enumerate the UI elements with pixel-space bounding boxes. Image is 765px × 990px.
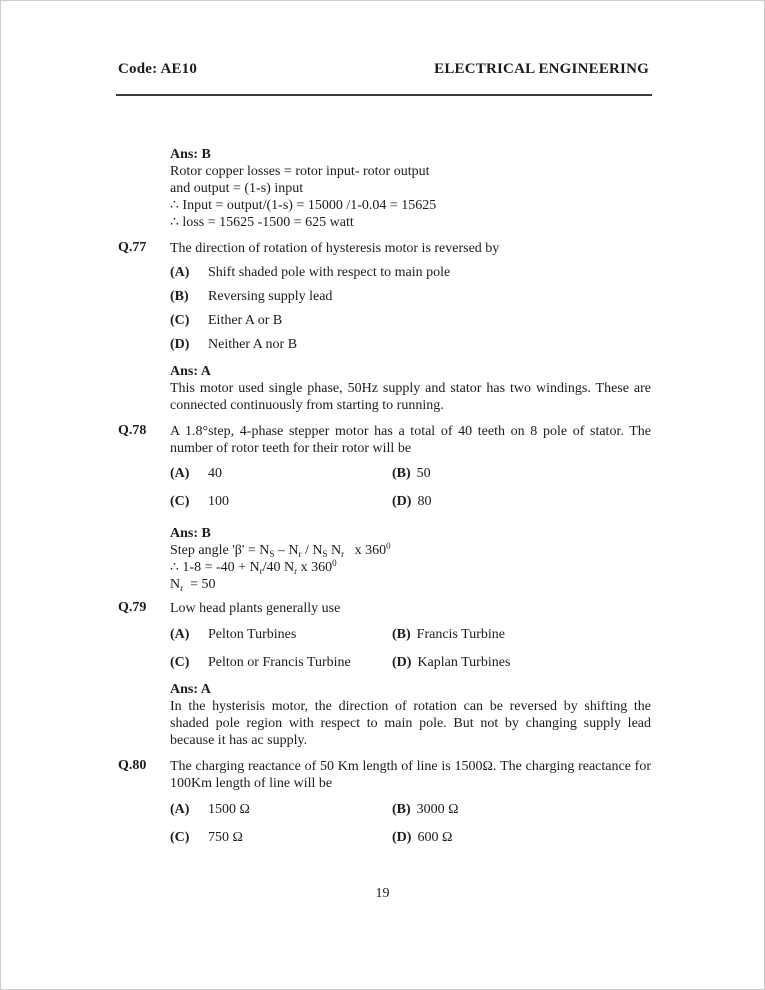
answer-line: Rotor copper losses = rotor input- rotor output <box>170 164 430 179</box>
answer-line: ∴ loss = 15625 -1500 = 625 watt <box>170 215 354 230</box>
option-item <box>170 654 392 671</box>
option-label: (A) <box>170 466 190 481</box>
option-item <box>392 801 459 818</box>
question-row <box>118 240 651 257</box>
option-item <box>392 654 510 671</box>
question-row <box>118 758 651 792</box>
option-label: (D) <box>392 655 412 670</box>
answer-label: Ans: A <box>170 364 211 379</box>
option-item <box>170 336 651 353</box>
header-code: Code: AE10 <box>118 61 198 77</box>
options-grid <box>170 801 651 846</box>
question-number: Q.77 <box>118 240 147 255</box>
option-item <box>392 493 431 510</box>
option-item <box>392 626 510 643</box>
header-subject: ELECTRICAL ENGINEERING <box>434 61 649 77</box>
option-label: (B) <box>392 627 411 642</box>
answer-block-q77 <box>170 363 651 414</box>
option-text: 3000 Ω <box>416 802 459 817</box>
option-label: (A) <box>170 802 190 817</box>
option-label: (A) <box>170 265 190 280</box>
page-content <box>118 146 651 846</box>
option-item <box>170 264 651 281</box>
question-number: Q.80 <box>118 758 147 773</box>
answer-label: Ans: B <box>170 147 211 162</box>
question-q80 <box>118 758 651 846</box>
option-item <box>392 829 459 846</box>
option-item <box>170 493 392 510</box>
question-text: The direction of rotation of hysteresis motor is reversed by <box>170 241 500 256</box>
option-text: Reversing supply lead <box>208 289 333 304</box>
formula-line: $N_r = 50$ <box>170 577 216 593</box>
option-text: Either A or B <box>208 313 283 328</box>
option-text: Pelton or Francis Turbine <box>208 655 351 670</box>
option-text: Neither A nor B <box>208 337 298 352</box>
question-q77 <box>118 240 651 414</box>
header-divider <box>116 94 652 96</box>
option-label: (D) <box>170 337 190 352</box>
answer-label: Ans: A <box>170 682 211 697</box>
page-footer <box>1 885 764 902</box>
option-item <box>170 288 651 305</box>
option-text: Kaplan Turbines <box>417 655 511 670</box>
option-label: (B) <box>170 289 189 304</box>
option-item <box>170 626 392 643</box>
option-text: Shift shaded pole with respect to main pole <box>208 265 451 280</box>
answer-line: because it has ac supply. <box>170 733 308 748</box>
question-text: A 1.8°step, 4-phase stepper motor has a total of 40 teeth on 8 pole of stator. The <box>170 424 651 439</box>
question-text: Low head plants generally use <box>170 601 341 616</box>
question-text: The charging reactance of 50 Km length of line is 1500Ω. The charging reactance for <box>170 759 651 774</box>
formula-line: Step angle '$\beta' = N_S - N_r / N_S$ $N_r$ x $360^0$ <box>170 541 391 559</box>
option-text: 750 Ω <box>208 830 243 845</box>
option-label: (C) <box>170 830 190 845</box>
option-text: 600 Ω <box>417 830 453 845</box>
answer-line: shaded pole region with respect to main pole. But not by changing supply lead <box>170 716 651 731</box>
question-row <box>118 600 651 617</box>
answer-line: This motor used single phase, 50Hz supply and stator has two windings. These are <box>170 381 651 396</box>
option-text: Francis Turbine <box>416 627 505 642</box>
option-label: (B) <box>392 802 411 817</box>
question-text: 100Km length of line will be <box>170 776 333 791</box>
question-number: Q.78 <box>118 423 147 438</box>
page-number: 19 <box>375 886 390 901</box>
option-item <box>170 312 651 329</box>
answer-label: Ans: B <box>170 526 211 541</box>
option-label: (C) <box>170 313 190 328</box>
option-text: 1500 Ω <box>208 802 250 817</box>
answer-line: In the hysterisis motor, the direction of rotation can be reversed by shifting the <box>170 699 651 714</box>
option-item <box>170 465 392 482</box>
answer-line: and output = (1-s) input <box>170 181 304 196</box>
option-label: (C) <box>170 655 190 670</box>
option-label: (D) <box>392 494 412 509</box>
option-label: (D) <box>392 830 412 845</box>
option-text: 100 <box>208 494 229 509</box>
option-text: Pelton Turbines <box>208 627 297 642</box>
option-text: 50 <box>416 466 431 481</box>
formula-line: ∴ $1-8 = -40 + N_r/40$ $N_r$ x $360^0$ <box>170 558 337 576</box>
question-row <box>118 423 651 457</box>
options-grid <box>170 465 651 510</box>
page-header <box>118 61 649 78</box>
options-grid <box>170 626 651 671</box>
option-label: (C) <box>170 494 190 509</box>
question-text: number of rotor teeth for their rotor will be <box>170 441 412 456</box>
question-q79 <box>118 600 651 749</box>
answer-line: connected continuously from starting to running. <box>170 398 444 413</box>
option-text: 80 <box>417 494 432 509</box>
question-number: Q.79 <box>118 600 147 615</box>
answer-block-prev <box>170 146 651 231</box>
option-item <box>392 465 431 482</box>
option-label: (A) <box>170 627 190 642</box>
answer-block-q79 <box>170 681 651 749</box>
options-list <box>170 264 651 353</box>
option-item <box>170 829 392 846</box>
option-label: (B) <box>392 466 411 481</box>
answer-line: ∴ Input = output/(1-s) = 15000 /1-0.04 = 15625 <box>170 198 437 213</box>
question-q78 <box>118 423 651 593</box>
option-text: 40 <box>208 466 222 481</box>
answer-block-q78 <box>170 525 651 593</box>
option-item <box>170 801 392 818</box>
